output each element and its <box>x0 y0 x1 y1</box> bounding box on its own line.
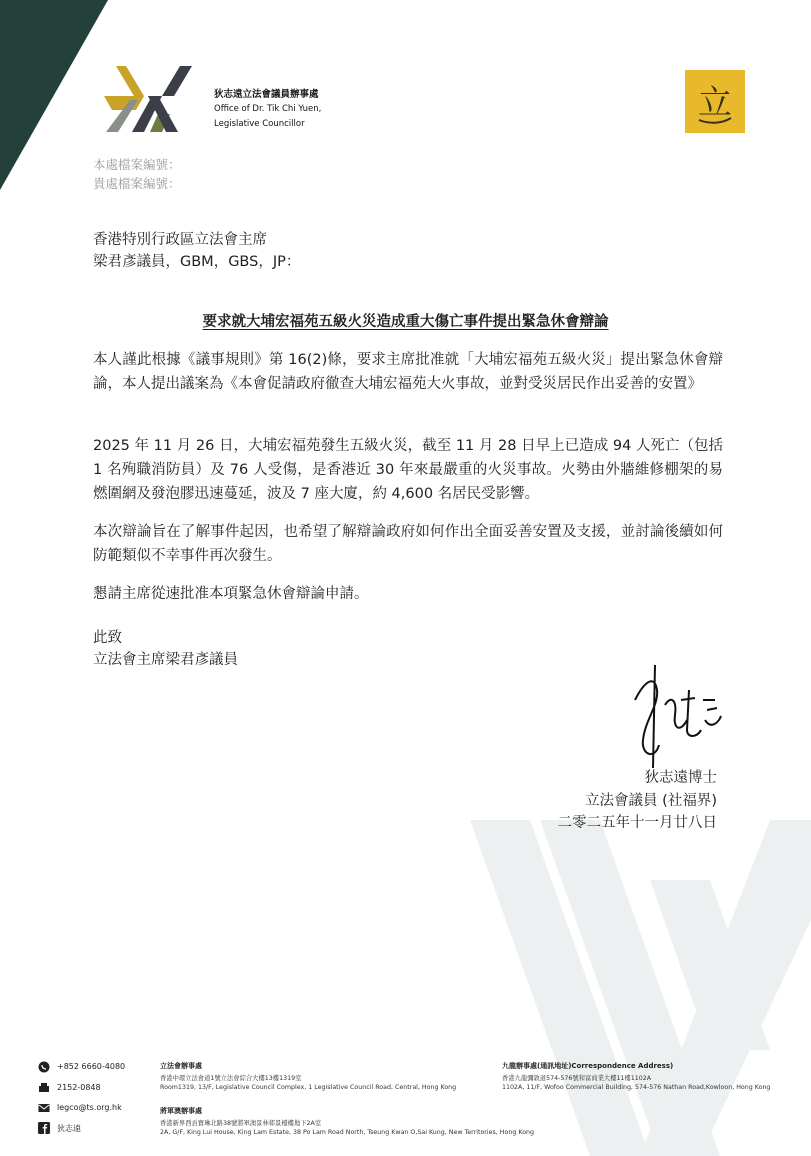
legco-emblem-icon <box>685 70 745 133</box>
facebook-icon <box>38 1122 50 1134</box>
kowloon-office-heading: 九龍辦事處(通訊地址)Correspondence Address) <box>502 1062 674 1070</box>
email-icon <box>38 1102 50 1114</box>
signatory-name: 狄志遠博士 <box>644 770 717 786</box>
footer-fax: 2152-0848 <box>57 1083 101 1092</box>
paragraph-1: 本人謹此根據《議事規則》第 16(2)條，要求主席批准就「大埔宏福苑五級火災」提出緊急休會辯論，本人提出議案為《本會促請政府徹查大埔宏福苑大火事故，並對受災居民作出妥善的安置》 <box>93 352 723 392</box>
kowloon-office-addr-en: 1102A, 11/F, Wofoo Commercial Building, 574-576 Nathan Road,Kowloon, Hong Kong <box>502 1084 771 1091</box>
watermark-logo <box>470 800 811 1156</box>
your-ref: 貴處檔案編號： <box>93 176 181 191</box>
addressee-line2: 梁君彥議員，GBM，GBS，JP： <box>93 254 301 270</box>
footer-email: legco@ts.org.hk <box>57 1103 122 1112</box>
legco-office-addr-en: Room1319, 13/F, Legislative Council Complex, 1 Legislative Council Road, Central, Hong Kong <box>160 1084 457 1091</box>
letter-title: 要求就大埔宏福苑五級火災造成重大傷亡事件提出緊急休會辯論 <box>202 314 609 330</box>
paragraph-4: 懇請主席從速批准本項緊急休會辯論申請。 <box>93 586 369 602</box>
tko-office-addr-en: 2A, G/F, King Lui House, King Lam Estate, 38 Po Lam Road North, Tseung Kwan O,Sai Kung, New Territories, Hong Kong <box>160 1129 535 1136</box>
office-logo <box>104 66 192 132</box>
fax-icon <box>38 1082 50 1094</box>
closing-line2: 立法會主席梁君彥議員 <box>93 652 238 668</box>
whatsapp-icon <box>38 1061 50 1073</box>
office-name-zh: 狄志遠立法會議員辦事處 <box>214 89 319 100</box>
tko-office-heading: 將軍澳辦事處 <box>160 1107 202 1115</box>
legco-office-heading: 立法會辦事處 <box>160 1062 202 1070</box>
office-name-en-line1: Office of Dr. Tik Chi Yuen, <box>214 104 322 114</box>
footer-facebook: 狄志遠 <box>57 1124 81 1133</box>
addressee-line1: 香港特別行政區立法會主席 <box>93 232 267 248</box>
stamp-glyph: 立 <box>698 83 732 123</box>
paragraph-2: 2025 年 11 月 26 日，大埔宏福苑發生五級火災，截至 11 月 28 日早上已造成 94 人死亡（包括 1 名殉職消防員）及 76 人受傷，是香港近 30 年來最嚴重的火災事故。火勢由外牆維修棚架的易燃圍網及發泡膠迅速蔓延，波及 7 座大廈，約 4,600 名居民受影響。 <box>93 438 723 502</box>
legco-stamp <box>685 70 745 133</box>
legco-office-addr-zh: 香港中環立法會道1號立法會綜合大樓13樓1319室 <box>160 1075 302 1082</box>
closing-line1: 此致 <box>93 630 122 646</box>
signatory-role: 立法會議員 (社福界) <box>585 793 717 809</box>
footer-phone: +852 6660-4080 <box>57 1062 126 1071</box>
kowloon-office-addr-zh: 香港九龍彌敦道574-576號和富商業大樓11樓1102A <box>502 1075 652 1082</box>
office-name <box>214 87 321 132</box>
our-ref: 本處檔案編號： <box>93 157 181 172</box>
handwritten-signature <box>615 660 725 770</box>
tko-office-addr-zh: 香港新界西貢寶琳北路38號將軍澳景林邨景檯樓地下2A室 <box>160 1120 322 1127</box>
paragraph-3: 本次辯論旨在了解事件起因，也希望了解辯論政府如何作出全面妥善安置及支援，並討論後續如何防範類似不幸事件再次發生。 <box>93 524 723 564</box>
office-name-en-line2: Legislative Councillor <box>214 119 305 129</box>
letter-date: 二零二五年十一月廿八日 <box>557 815 717 831</box>
